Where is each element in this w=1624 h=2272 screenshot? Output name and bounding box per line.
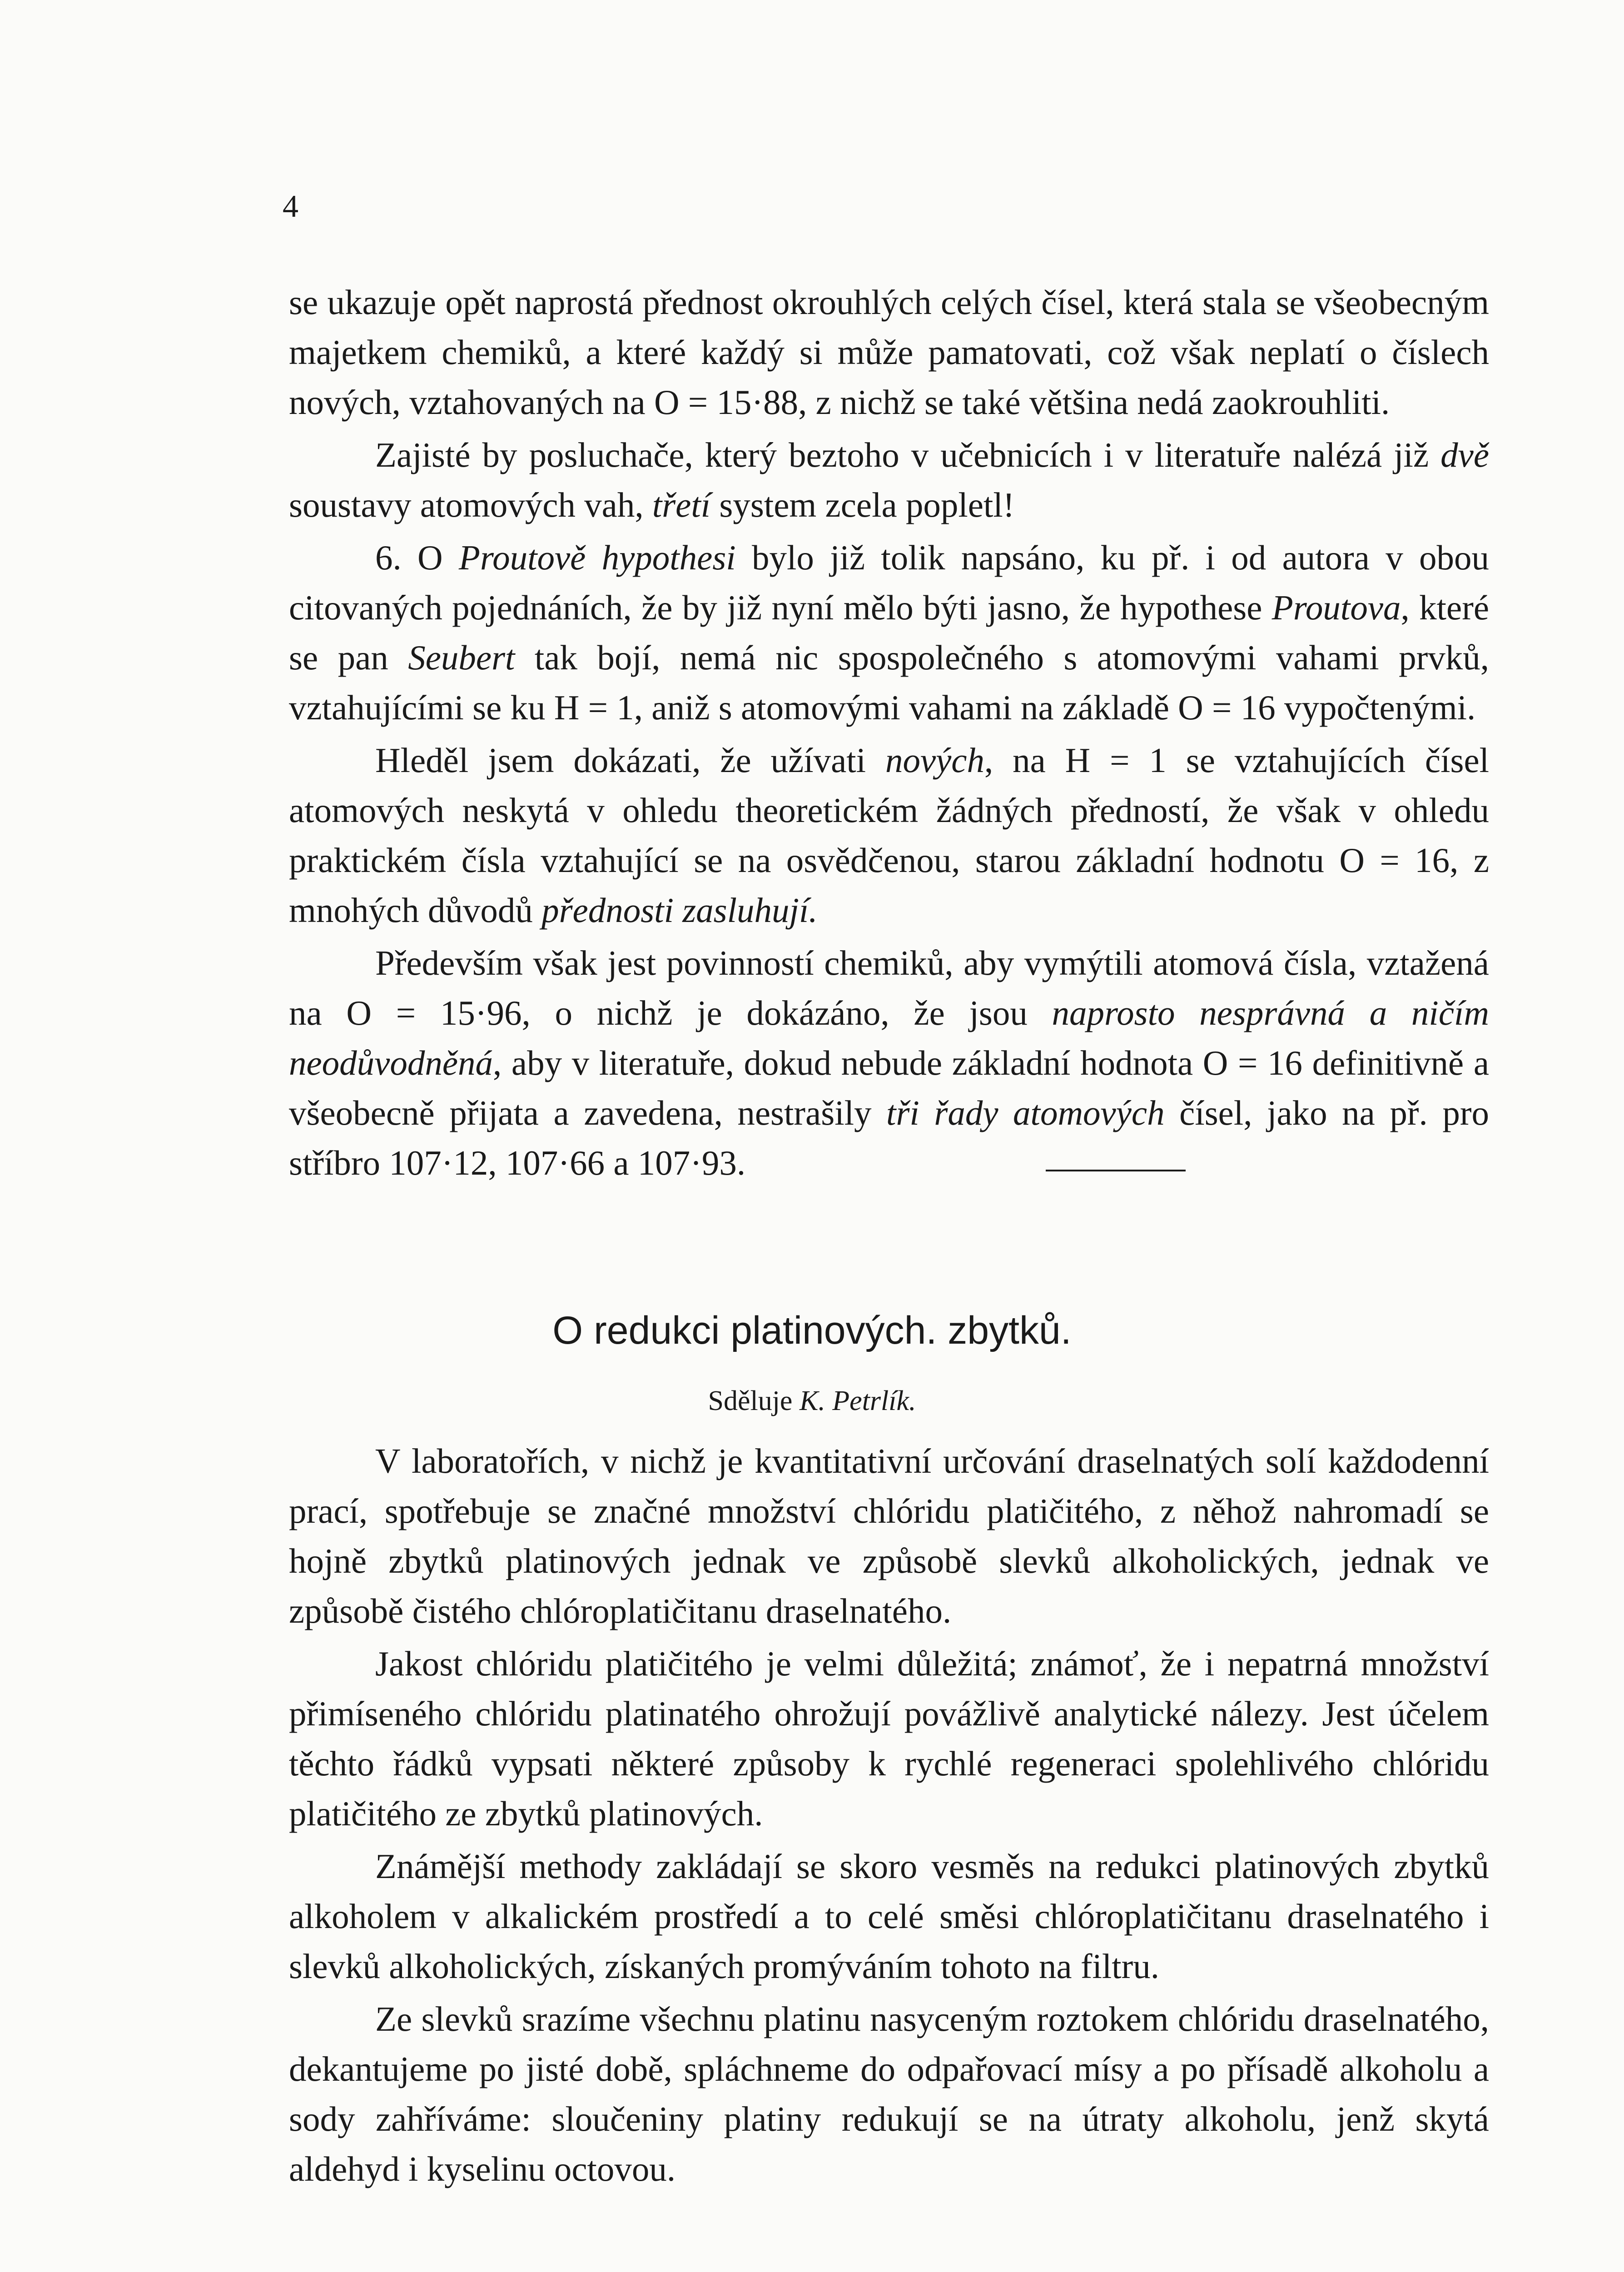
article-author: Sděluje K. Petrlík. (708, 1385, 916, 1416)
article-body (289, 1436, 1489, 2194)
article-paragraph-4: Ze slevků srazíme všechnu platinu nasyceným roztokem chlóridu draselnatého, dekantujeme po jisté době, spláchneme do odpařovací mísy a po přísadě alkoholu a sody zahříváme: sloučeniny platiny redukují se na útraty alkoholu, jenž skytá aldehyd i kyselinu octovou. (289, 1999, 1489, 2188)
page-number: 4 (283, 189, 298, 224)
paragraph-5: Především však jest povinností chemiků, aby vymýtili atomová čísla, vztažená na O = 15·96, o nichž je dokázáno, že jsou naprosto nesprávná a ničím neodůvodněná, aby v literatuře, dokud nebude základní hodnota O = 16 definitivně a všeobecně přijata a zavedena, nestrašily tři řady atomových čísel, jako na př. pro stříbro 107·12, 107·66 a 107·93. (289, 943, 1490, 1182)
article-paragraph-2: Jakost chlóridu platičitého je velmi důležitá; známoť, že i nepatrná množství přimíseného chlóridu platinatého ohrožují povážlivě analytické nálezy. Jest účelem těchto řádků vypsati některé způsoby k rychlé regeneraci spolehlivého chlóridu platičitého ze zbytků platinových. (289, 1644, 1489, 1833)
section-divider (1046, 1170, 1186, 1171)
article-paragraph-1: V laboratořích, v nichž je kvantitativní určování draselnatých solí každodenní prací, spotřebuje se značné množství chlóridu platičitého, z něhož nahromadí se hojně zbytků platinových jednak ve způsobě slevků alkoholických, jednak ve způsobě čistého chlóroplatičitanu draselnatého. (289, 1441, 1489, 1630)
paragraph-2: Zajisté by posluchače, který beztoho v učebnicích i v literatuře nalézá již dvě soustavy atomových vah, třetí system zcela popletl! (289, 435, 1489, 524)
article-paragraph-3: Známější methody zakládají se skoro vesměs na redukci platinových zbytků alkoholem v alkalickém prostředí a to celé směsi chlóroplatičitanu draselnatého i slevků alkoholických, získaných promýváním tohoto na filtru. (289, 1847, 1489, 1986)
paragraph-1: se ukazuje opět naprostá přednost okrouhlých celých čísel, která stala se všeobecným majetkem chemiků, a které každý si může pamatovati, což však neplatí o číslech nových, vztahovaných na O = 15·88, z nichž se také většina nedá zaokrouhliti. (289, 283, 1489, 422)
paragraph-3: 6. O Proutově hypothesi bylo již tolik napsáno, ku př. i od autora v obou citovaných pojednáních, že by již nyní mělo býti jasno, že hypothese Proutova, které se pan Seubert tak bojí, nemá nic spospolečného s atomovými vahami prvků, vztahujícími se ku H = 1, aniž s atomovými vahami na základě O = 16 vypočtenými. (289, 538, 1490, 727)
article-title: O redukci platinových. zbytků. (552, 1309, 1072, 1352)
paragraph-4: Hleděl jsem dokázati, že užívati nových, na H = 1 se vztahujících čísel atomových neskytá v ohledu theoretickém žádných předností, že však v ohledu praktickém čísla vztahující se na osvědčenou, starou základní hodnotu O = 16, z mnohých důvodů přednosti zasluhují. (289, 741, 1490, 930)
section-continuation (289, 277, 1490, 1182)
